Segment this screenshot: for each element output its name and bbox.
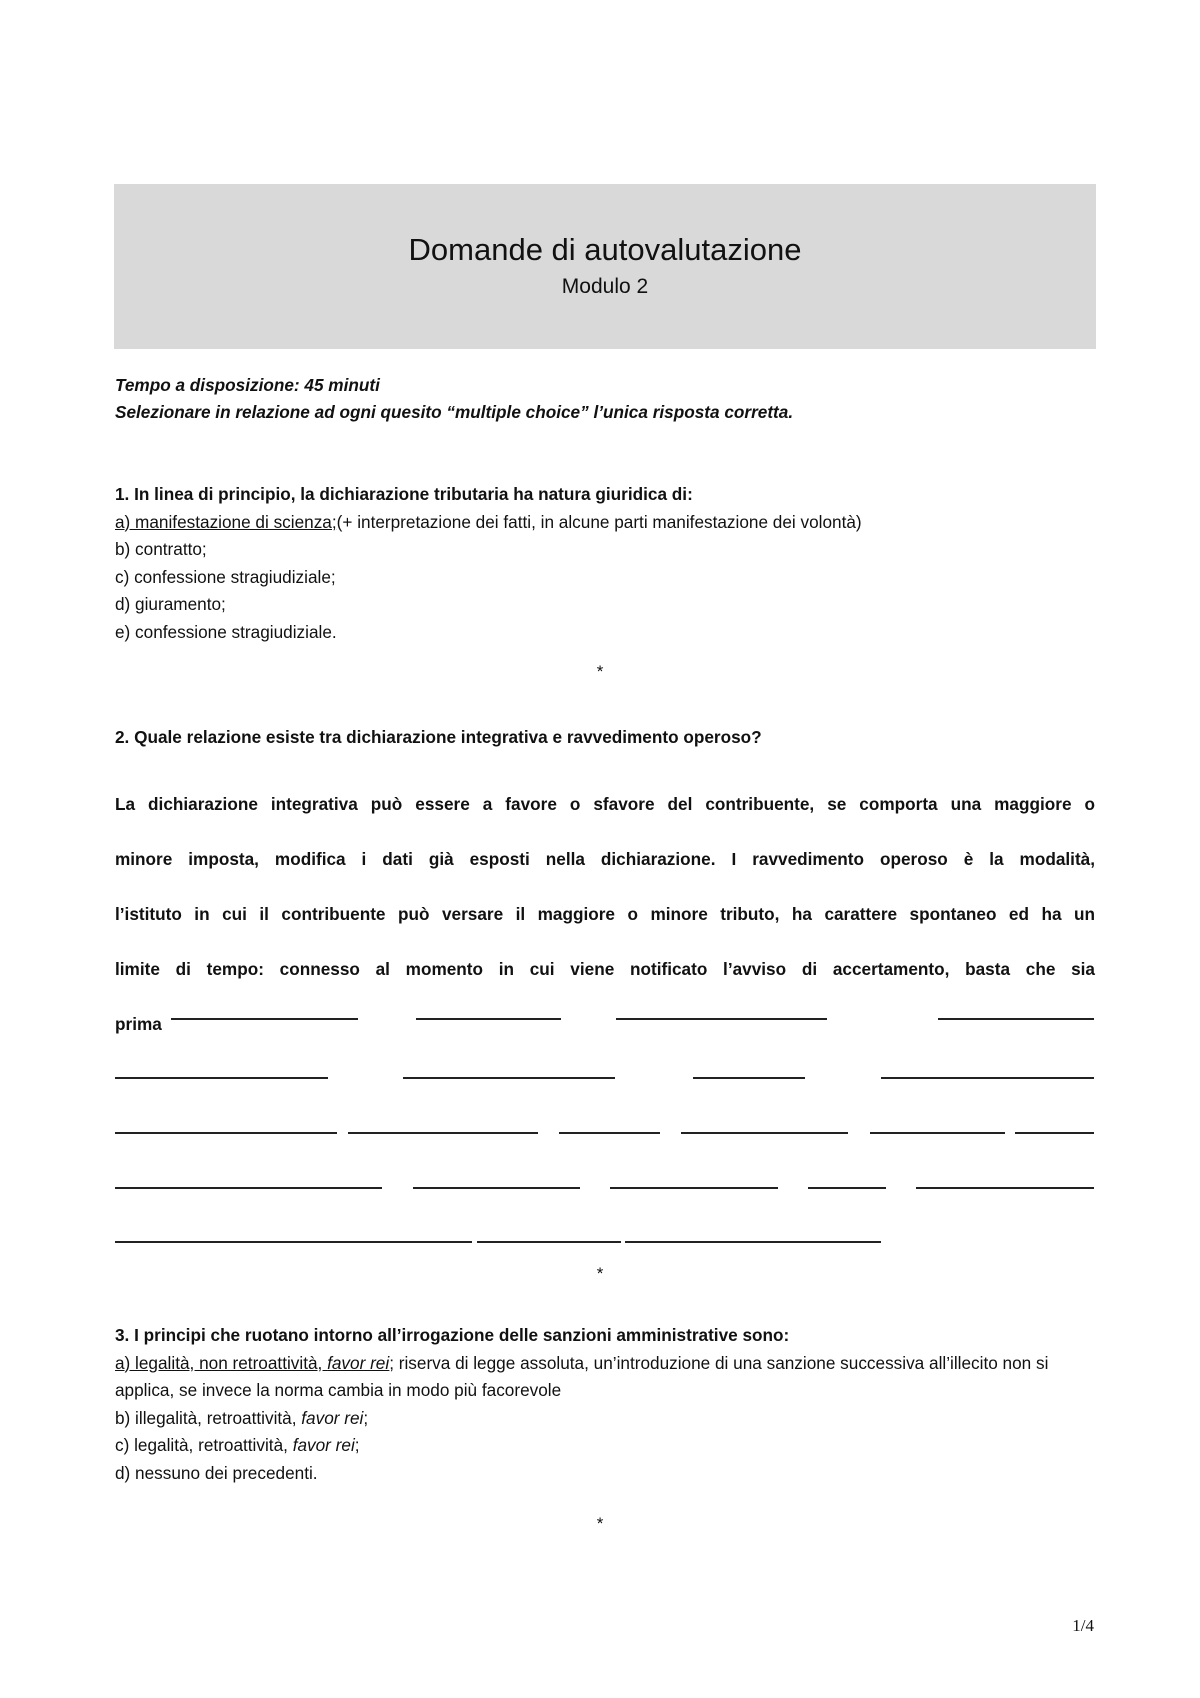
answer-line: La dichiarazione integrativa può essere a favore o sfavore del contribuente, se comporta una maggiore o bbox=[115, 794, 1095, 814]
blank-line bbox=[403, 1077, 615, 1079]
question-1-title: 1. In linea di principio, la dichiarazione tributaria ha natura giuridica di: bbox=[115, 484, 693, 504]
answer-note: riserva di legge assoluta, un’introduzione di una sanzione successiva all’illecito non si applica, se invece la norma cambia in modo più facorevole bbox=[115, 1352, 1049, 1400]
selected-answer-end: ; bbox=[389, 1352, 394, 1373]
separator: * bbox=[596, 1514, 604, 1533]
blank-line bbox=[693, 1077, 805, 1079]
question-1-option-a bbox=[115, 509, 1095, 537]
question-3-option-b bbox=[115, 1405, 1095, 1433]
question-1-option-e: e) confessione stragiudiziale. bbox=[115, 621, 337, 642]
selected-answer bbox=[115, 1353, 394, 1373]
blank-line bbox=[115, 1241, 472, 1243]
question-3 bbox=[115, 1322, 1095, 1487]
blank-line bbox=[559, 1132, 660, 1134]
question-1-option-b: b) contratto; bbox=[115, 539, 207, 559]
question-3-option-a bbox=[115, 1350, 1095, 1405]
blank-line bbox=[681, 1132, 848, 1134]
option-italic: favor rei bbox=[292, 1435, 355, 1455]
blank-line bbox=[115, 1187, 382, 1189]
blank-line bbox=[171, 1018, 358, 1020]
option-text: c) legalità, retroattività, bbox=[115, 1435, 293, 1455]
blank-line bbox=[115, 1077, 328, 1079]
answer-line: minore imposta, modifica i dati già esposti nella dichiarazione. I ravvedimento operoso è la modalità, bbox=[115, 849, 1095, 869]
separator: * bbox=[596, 662, 604, 681]
answer-line: prima bbox=[115, 1014, 162, 1034]
blank-line bbox=[477, 1241, 621, 1243]
blank-line bbox=[625, 1241, 881, 1243]
blank-line bbox=[413, 1187, 580, 1189]
blank-line bbox=[616, 1018, 827, 1020]
blank-line bbox=[881, 1077, 1094, 1079]
question-1 bbox=[115, 481, 1095, 646]
question-3-option-c bbox=[115, 1432, 1095, 1460]
option-text: b) illegalità, retroattività, bbox=[115, 1407, 302, 1428]
blank-line bbox=[610, 1187, 778, 1189]
answer-line: limite di tempo: connesso al momento in cui viene notificato l’avviso di accertamento, basta che sia bbox=[115, 959, 1095, 979]
selected-answer-italic: favor rei bbox=[327, 1352, 390, 1373]
blank-line bbox=[416, 1018, 561, 1020]
option-end: ; bbox=[363, 1407, 369, 1428]
instructions bbox=[115, 372, 1095, 426]
page-number: 1/4 bbox=[1072, 1616, 1094, 1635]
option-italic: favor rei bbox=[301, 1407, 364, 1428]
blank-line bbox=[1015, 1132, 1094, 1134]
blank-line bbox=[808, 1187, 886, 1189]
document-subtitle: Modulo 2 bbox=[561, 275, 649, 298]
instruction-text: Selezionare in relazione ad ogni quesito “multiple choice” l’unica risposta corretta. bbox=[115, 402, 794, 422]
title-banner bbox=[114, 184, 1096, 349]
blank-line bbox=[916, 1187, 1094, 1189]
question-2-answer bbox=[115, 777, 1095, 1052]
blank-line bbox=[115, 1132, 337, 1134]
question-3-title: 3. I principi che ruotano intorno all’irrogazione delle sanzioni amministrative sono: bbox=[115, 1325, 790, 1345]
question-1-option-d: d) giuramento; bbox=[115, 594, 226, 614]
time-limit: Tempo a disposizione: 45 minuti bbox=[115, 375, 380, 395]
separator: * bbox=[596, 1264, 604, 1283]
answer-note: (+ interpretazione dei fatti, in alcune parti manifestazione dei volontà) bbox=[336, 511, 862, 532]
blank-line bbox=[870, 1132, 1005, 1134]
question-3-option-d: d) nessuno dei precedenti. bbox=[115, 1462, 318, 1483]
document-title: Domande di autovalutazione bbox=[408, 232, 802, 267]
blank-line bbox=[938, 1018, 1094, 1020]
option-end: ; bbox=[354, 1435, 360, 1455]
selected-answer-text: a) legalità, non retroattività, bbox=[115, 1352, 328, 1373]
question-1-option-c: c) confessione stragiudiziale; bbox=[115, 566, 336, 587]
selected-answer: a) manifestazione di scienza; bbox=[115, 511, 337, 532]
answer-line: l’istituto in cui il contribuente può versare il maggiore o minore tributo, ha carattere spontaneo ed ha un bbox=[115, 904, 1095, 924]
blank-line bbox=[348, 1132, 538, 1134]
question-2-title: 2. Quale relazione esiste tra dichiarazione integrativa e ravvedimento operoso? bbox=[115, 727, 762, 747]
